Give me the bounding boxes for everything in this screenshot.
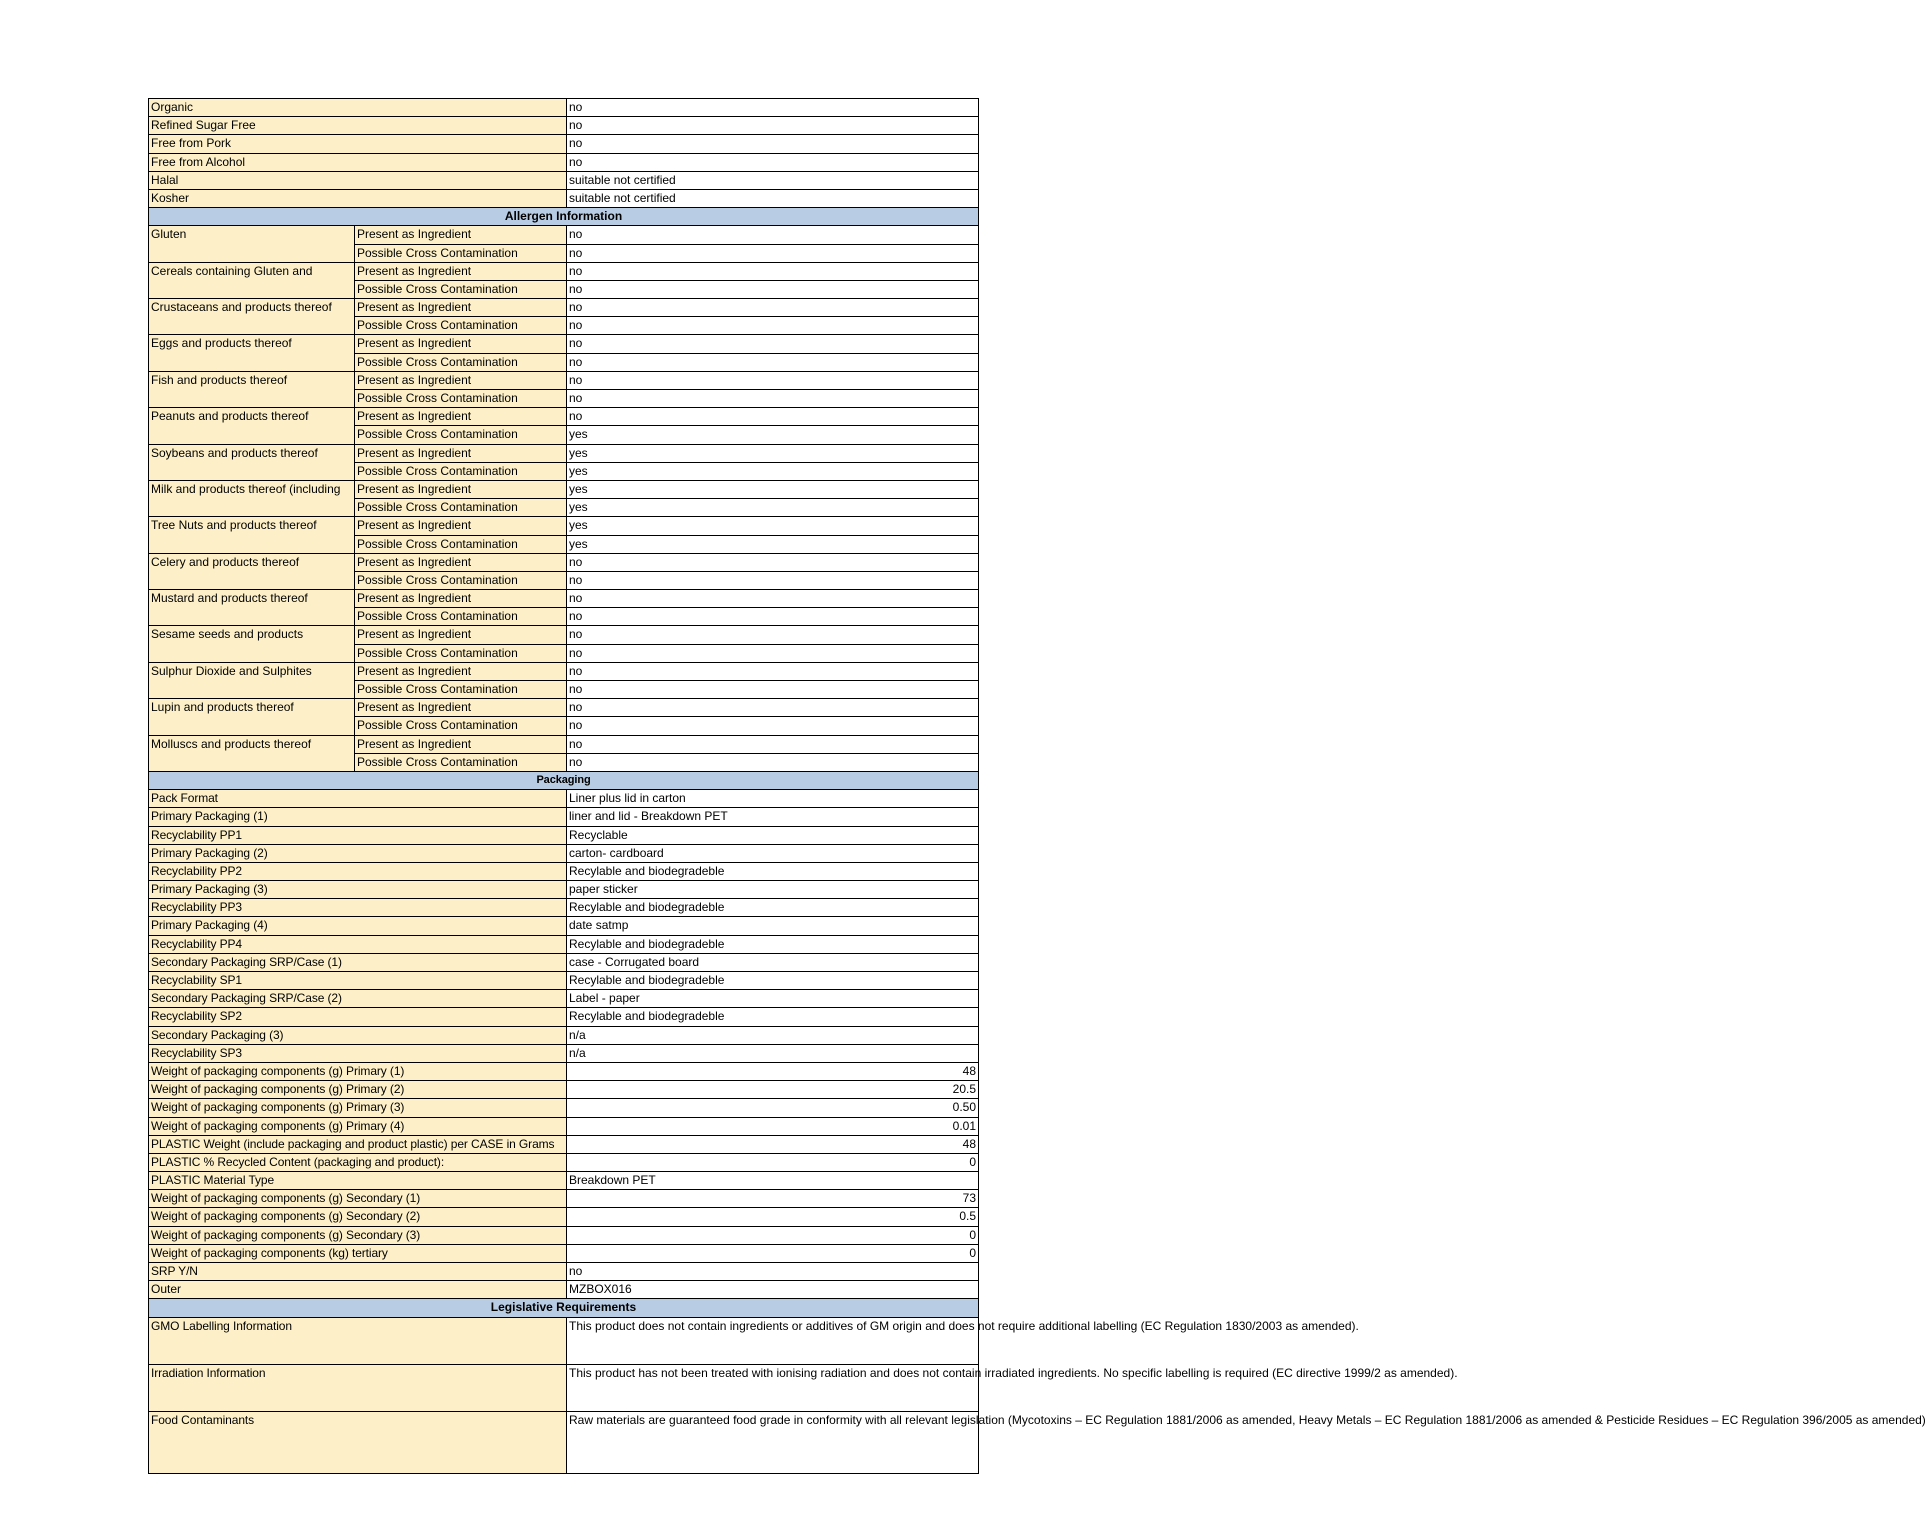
section-header-row	[149, 1299, 979, 1317]
row-label: Primary Packaging (1)	[149, 808, 567, 826]
cross-value: yes	[567, 535, 979, 553]
row-value: no	[567, 135, 979, 153]
row-value: Recylable and biodegradeble	[567, 899, 979, 917]
row-label: Secondary Packaging SRP/Case (1)	[149, 953, 567, 971]
allergen-name: Gluten	[149, 226, 355, 262]
row-label: PLASTIC Material Type	[149, 1172, 567, 1190]
row-value: liner and lid - Breakdown PET	[567, 808, 979, 826]
present-value: yes	[567, 444, 979, 462]
row-label: PLASTIC Weight (include packaging and product plastic) per CASE in Grams	[149, 1135, 567, 1153]
row-value: date satmp	[567, 917, 979, 935]
row-value: no	[567, 1263, 979, 1281]
row-value: Recyclable	[567, 826, 979, 844]
allergen-row	[149, 662, 979, 680]
cross-label: Possible Cross Contamination	[355, 390, 567, 408]
table-row	[149, 899, 979, 917]
present-label: Present as Ingredient	[355, 408, 567, 426]
row-label: Primary Packaging (2)	[149, 844, 567, 862]
row-label: Recyclability PP4	[149, 935, 567, 953]
row-value: paper sticker	[567, 881, 979, 899]
row-value: Recylable and biodegradeble	[567, 862, 979, 880]
row-value: This product does not contain ingredients or additives of GM origin and does not require additional labelling (EC Regulation 1830/2003 as amended).	[567, 1317, 979, 1364]
cross-label: Possible Cross Contamination	[355, 462, 567, 480]
section-header-row	[149, 208, 979, 226]
row-value: 73	[567, 1190, 979, 1208]
row-label: Weight of packaging components (g) Secondary (3)	[149, 1226, 567, 1244]
cross-value: no	[567, 681, 979, 699]
cross-value: yes	[567, 426, 979, 444]
row-label: Recyclability PP3	[149, 899, 567, 917]
table-row	[149, 1364, 979, 1411]
allergen-name: Mustard and products thereof	[149, 590, 355, 626]
legislative-section-title: Legislative Requirements	[149, 1299, 979, 1317]
present-value: no	[567, 590, 979, 608]
present-value: no	[567, 626, 979, 644]
row-label: SRP Y/N	[149, 1263, 567, 1281]
present-label: Present as Ingredient	[355, 335, 567, 353]
allergen-name: Crustaceans and products thereof	[149, 299, 355, 335]
row-label: Free from Alcohol	[149, 153, 567, 171]
cross-value: no	[567, 390, 979, 408]
present-label: Present as Ingredient	[355, 262, 567, 280]
present-label: Present as Ingredient	[355, 444, 567, 462]
section-header-row	[149, 771, 979, 789]
specification-table	[148, 98, 1926, 1474]
row-value: Liner plus lid in carton	[567, 790, 979, 808]
allergen-row	[149, 371, 979, 389]
cross-value: no	[567, 317, 979, 335]
present-label: Present as Ingredient	[355, 480, 567, 498]
row-label: Weight of packaging components (g) Primary (1)	[149, 1062, 567, 1080]
allergen-rows	[149, 226, 979, 772]
row-label: Outer	[149, 1281, 567, 1299]
table-row	[149, 1044, 979, 1062]
row-value: no	[567, 117, 979, 135]
present-value: no	[567, 699, 979, 717]
row-value: case - Corrugated board	[567, 953, 979, 971]
table-row	[149, 1244, 979, 1262]
cross-value: yes	[567, 499, 979, 517]
present-label: Present as Ingredient	[355, 517, 567, 535]
row-value: 0	[567, 1226, 979, 1244]
cross-label: Possible Cross Contamination	[355, 535, 567, 553]
allergen-name: Celery and products thereof	[149, 553, 355, 589]
cross-label: Possible Cross Contamination	[355, 426, 567, 444]
cross-label: Possible Cross Contamination	[355, 717, 567, 735]
table-row	[149, 117, 979, 135]
allergen-name: Tree Nuts and products thereof	[149, 517, 355, 553]
allergen-row	[149, 226, 979, 244]
table-row	[149, 953, 979, 971]
row-label: Recyclability SP3	[149, 1044, 567, 1062]
table-row	[149, 1226, 979, 1244]
present-value: no	[567, 226, 979, 244]
present-label: Present as Ingredient	[355, 662, 567, 680]
present-value: no	[567, 662, 979, 680]
table-row	[149, 972, 979, 990]
row-label: Primary Packaging (3)	[149, 881, 567, 899]
cross-label: Possible Cross Contamination	[355, 280, 567, 298]
row-value: Label - paper	[567, 990, 979, 1008]
row-value: 20.5	[567, 1081, 979, 1099]
allergen-row	[149, 553, 979, 571]
row-label: Primary Packaging (4)	[149, 917, 567, 935]
table-row	[149, 1008, 979, 1026]
cross-label: Possible Cross Contamination	[355, 644, 567, 662]
table-row	[149, 826, 979, 844]
row-value: no	[567, 153, 979, 171]
row-label: Recyclability PP2	[149, 862, 567, 880]
row-value: This product has not been treated with ionising radiation and does not contain irradiated ingredients. No specific labelling is required (EC directive 1999/2 as amended).	[567, 1364, 979, 1411]
cross-label: Possible Cross Contamination	[355, 317, 567, 335]
row-value: Recylable and biodegradeble	[567, 972, 979, 990]
present-value: yes	[567, 517, 979, 535]
present-value: no	[567, 553, 979, 571]
present-value: no	[567, 299, 979, 317]
cross-value: no	[567, 644, 979, 662]
present-label: Present as Ingredient	[355, 226, 567, 244]
table-row	[149, 1281, 979, 1299]
row-value: 0.5	[567, 1208, 979, 1226]
cross-label: Possible Cross Contamination	[355, 608, 567, 626]
cross-label: Possible Cross Contamination	[355, 353, 567, 371]
cross-label: Possible Cross Contamination	[355, 681, 567, 699]
table-row	[149, 790, 979, 808]
packaging-section-title: Packaging	[149, 771, 979, 789]
cross-label: Possible Cross Contamination	[355, 499, 567, 517]
allergen-name: Peanuts and products thereof	[149, 408, 355, 444]
table-row	[149, 153, 979, 171]
row-value: 0	[567, 1244, 979, 1262]
present-label: Present as Ingredient	[355, 299, 567, 317]
table-row	[149, 1172, 979, 1190]
table-row	[149, 1208, 979, 1226]
table-row	[149, 1263, 979, 1281]
table-row	[149, 1117, 979, 1135]
cross-value: yes	[567, 462, 979, 480]
table-row	[149, 189, 979, 207]
table-row	[149, 881, 979, 899]
present-label: Present as Ingredient	[355, 735, 567, 753]
row-value: suitable not certified	[567, 189, 979, 207]
allergen-row	[149, 735, 979, 753]
cross-label: Possible Cross Contamination	[355, 753, 567, 771]
present-value: no	[567, 735, 979, 753]
table-row	[149, 844, 979, 862]
allergen-row	[149, 408, 979, 426]
allergen-row	[149, 626, 979, 644]
present-value: no	[567, 408, 979, 426]
allergen-name: Molluscs and products thereof	[149, 735, 355, 771]
cross-label: Possible Cross Contamination	[355, 571, 567, 589]
row-label: Halal	[149, 171, 567, 189]
row-value: Recylable and biodegradeble	[567, 1008, 979, 1026]
table-row	[149, 1190, 979, 1208]
row-label: Weight of packaging components (g) Primary (2)	[149, 1081, 567, 1099]
cross-value: no	[567, 280, 979, 298]
cross-value: no	[567, 753, 979, 771]
allergen-name: Fish and products thereof	[149, 371, 355, 407]
allergen-name: Lupin and products thereof	[149, 699, 355, 735]
present-label: Present as Ingredient	[355, 699, 567, 717]
row-label: Organic	[149, 99, 567, 117]
allergen-row	[149, 590, 979, 608]
present-label: Present as Ingredient	[355, 553, 567, 571]
table-row	[149, 935, 979, 953]
cross-value: no	[567, 353, 979, 371]
cross-value: no	[567, 608, 979, 626]
cross-label: Possible Cross Contamination	[355, 244, 567, 262]
allergen-row	[149, 335, 979, 353]
present-label: Present as Ingredient	[355, 590, 567, 608]
allergen-row	[149, 299, 979, 317]
allergen-row	[149, 699, 979, 717]
table-row	[149, 1135, 979, 1153]
table-row	[149, 808, 979, 826]
row-value: Raw materials are guaranteed food grade in conformity with all relevant legislation (Mycotoxins – EC Regulation 1881/2006 as amended, Heavy Metals – EC Regulation 1881/2006 as amended & Pesticide Residues – EC Regulation 396/2005 as amended)	[567, 1411, 979, 1473]
allergen-row	[149, 262, 979, 280]
row-value: carton- cardboard	[567, 844, 979, 862]
allergen-name: Milk and products thereof (including	[149, 480, 355, 516]
row-value: suitable not certified	[567, 171, 979, 189]
present-value: yes	[567, 480, 979, 498]
row-value: 48	[567, 1062, 979, 1080]
allergen-section-title: Allergen Information	[149, 208, 979, 226]
allergen-row	[149, 480, 979, 498]
row-value: no	[567, 99, 979, 117]
cross-value: no	[567, 717, 979, 735]
table-row	[149, 135, 979, 153]
present-label: Present as Ingredient	[355, 626, 567, 644]
table-row	[149, 1081, 979, 1099]
allergen-name: Sulphur Dioxide and Sulphites	[149, 662, 355, 698]
row-label: Kosher	[149, 189, 567, 207]
table-row	[149, 1317, 979, 1364]
table-row	[149, 917, 979, 935]
allergen-name: Soybeans and products thereof	[149, 444, 355, 480]
row-value: MZBOX016	[567, 1281, 979, 1299]
row-value: 0	[567, 1153, 979, 1171]
row-value: Recylable and biodegradeble	[567, 935, 979, 953]
row-label: Weight of packaging components (g) Primary (3)	[149, 1099, 567, 1117]
allergen-name: Cereals containing Gluten and	[149, 262, 355, 298]
present-value: no	[567, 335, 979, 353]
table-row	[149, 1099, 979, 1117]
row-label: GMO Labelling Information	[149, 1317, 567, 1364]
cross-value: no	[567, 244, 979, 262]
row-label: Refined Sugar Free	[149, 117, 567, 135]
present-label: Present as Ingredient	[355, 371, 567, 389]
row-label: Secondary Packaging SRP/Case (2)	[149, 990, 567, 1008]
allergen-name: Eggs and products thereof	[149, 335, 355, 371]
table-row	[149, 1026, 979, 1044]
row-label: Recyclability PP1	[149, 826, 567, 844]
row-value: 0.50	[567, 1099, 979, 1117]
row-label: Recyclability SP1	[149, 972, 567, 990]
row-label: Recyclability SP2	[149, 1008, 567, 1026]
row-label: Free from Pork	[149, 135, 567, 153]
present-value: no	[567, 262, 979, 280]
row-label: Weight of packaging components (g) Secondary (2)	[149, 1208, 567, 1226]
row-label: Pack Format	[149, 790, 567, 808]
row-label: Food Contaminants	[149, 1411, 567, 1473]
packaging-rows	[149, 790, 979, 1263]
row-label: Weight of packaging components (g) Primary (4)	[149, 1117, 567, 1135]
table-row	[149, 990, 979, 1008]
row-label: Secondary Packaging (3)	[149, 1026, 567, 1044]
present-value: no	[567, 371, 979, 389]
cross-value: no	[567, 571, 979, 589]
table-row	[149, 1153, 979, 1171]
row-label: Irradiation Information	[149, 1364, 567, 1411]
table-row	[149, 1411, 979, 1473]
table-row	[149, 862, 979, 880]
row-value: 0.01	[567, 1117, 979, 1135]
row-value: 48	[567, 1135, 979, 1153]
allergen-row	[149, 444, 979, 462]
row-value: n/a	[567, 1026, 979, 1044]
table-row	[149, 1062, 979, 1080]
row-label: PLASTIC % Recycled Content (packaging and product):	[149, 1153, 567, 1171]
allergen-name: Sesame seeds and products	[149, 626, 355, 662]
row-value: n/a	[567, 1044, 979, 1062]
row-value: Breakdown PET	[567, 1172, 979, 1190]
allergen-row	[149, 517, 979, 535]
row-label: Weight of packaging components (g) Secondary (1)	[149, 1190, 567, 1208]
row-label: Weight of packaging components (kg) tertiary	[149, 1244, 567, 1262]
table-row	[149, 99, 979, 117]
table-row	[149, 171, 979, 189]
